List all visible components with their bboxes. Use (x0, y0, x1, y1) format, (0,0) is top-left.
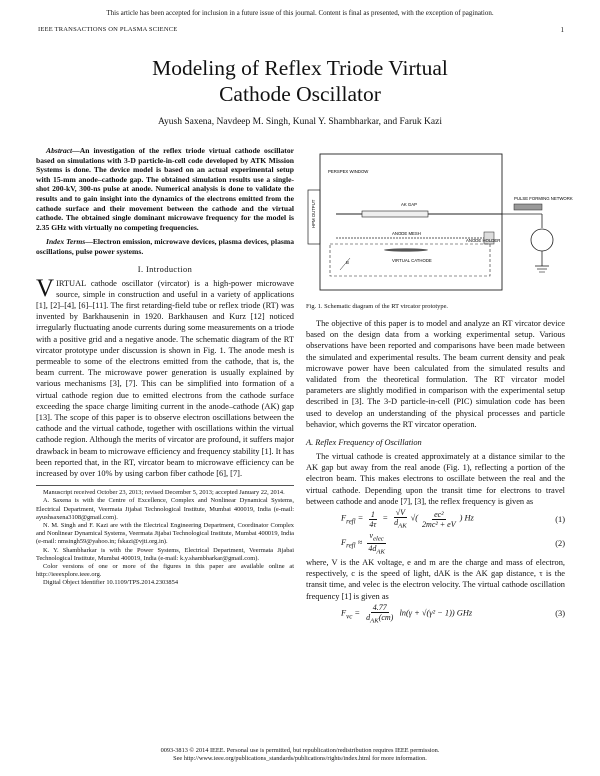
abstract-text: An investigation of the reflex triode virtual cathode oscillator based on simulations with 3-D particle-in-cell code developed by ATK Mission Systems is done. The device model is based on an actual experimental setup with 15-mm anode–cathode gap. The obtained simulation results use a single-shot 200-kV, 300-ns pulse at anode. Numerical analysis is done to validate the results and to gain insight into the dynamics of the electrons emitted from the cathode surface and their movement between the cathode and the virtual cathode. The obtained single dominant microwave frequency for the model is 2.35 GHz with virtually no competing frequencies. (36, 146, 294, 232)
footnote: Color versions of one or more of the figures in this paper are available online at http://ieeexplore.ieee.org. (36, 563, 294, 579)
abstract-label: Abstract (46, 146, 73, 155)
b-label: B (346, 260, 349, 265)
chamber-outline (320, 154, 502, 290)
rights-link-line: See http://www.ieee.org/publications_standards/publications/rights/index.html for more information. (173, 755, 427, 762)
variables-paragraph: where, V is the AK voltage, e and m are the charge and mass of electron, respectively, c is the speed of light, dAK is the AK gap distance, τ is the transit time, and velec is the electron velocity. The virtual cathode oscillation frequency [1] is given as (306, 558, 565, 601)
figure-caption: Fig. 1. Schematic diagram of the RT vircator prototype. (306, 303, 449, 310)
footnote: K. Y. Shambharkar is with the Power Systems, Electrical Department, Veermata Jijabai Technological Institute, Mumbai 400019, India (e-mail: k.y.shambharkar@gmail.com). (36, 546, 294, 562)
virtual-cathode-marker (384, 248, 428, 251)
vircator-schematic-figure (306, 146, 573, 296)
page-number: 1 (560, 26, 564, 34)
index-terms: Index Terms—Electron emission, microwave devices, plasma devices, plasma oscillations, pulse power systems. (36, 237, 294, 256)
equation-2: $F_{refl}$ ≈ $\frac{v_{elec}}{4d_{AK}}$ (2) (341, 530, 565, 556)
footnote: Manuscript received October 23, 2013; revised December 5, 2013; accepted January 22, 2014. (43, 489, 285, 497)
footnote: N. M. Singh and F. Kazi are with the Electrical Engineering Department, Coordinator Complex and Nonlinear Dynamical Systems, Veermata Jijabai Technological Institute, Mumbai 400019, India (e-mail: nmsingh59@yahoo.in; fskazi@vjti.org.in). (36, 522, 294, 546)
copyright-line: 0093-3813 © 2014 IEEE. Personal use is permitted, but republication/redistribution requires IEEE permission. (160, 747, 440, 754)
virtual-cathode-label: VIRTUAL CATHODE (392, 258, 432, 263)
index-terms-text: Electron emission, microwave devices, plasma devices, plasma oscillations, pulse power systems. (36, 237, 294, 256)
equation-3-number: (3) (555, 609, 565, 619)
subsection-heading: A. Reflex Frequency of Oscillation (306, 438, 422, 448)
pfn-block (514, 204, 542, 210)
acceptance-notice: This article has been accepted for inclusion in a future issue of this journal. Content is final as presented, with the exception of pagination. (106, 9, 494, 17)
footnote: Digital Object Identifier 10.1109/TPS.2014.2303854 (43, 579, 179, 587)
right-column (306, 146, 573, 626)
pfn-label: PULSE FORMING NETWORK (514, 196, 573, 201)
perspex-window-label: PERSPEX WINDOW (328, 169, 369, 174)
equation-2-number: (2) (555, 538, 565, 548)
equation-1-number: (1) (555, 514, 565, 524)
equation-3: $F_{vc}$ = $\frac{4.77}{d_{AK}(cm)}$ ln(γ + √(γ² − 1)) GHz (3) (341, 603, 565, 625)
copyright-footer (0, 747, 600, 763)
objective-paragraph: The objective of this paper is to model and analyze an RT vircator device based on the design data from a working experimental setup. Various observations have been reported and comparisons have been made between the simulated and experimental results. The beam current density and peak microwave power have been calculated from the simulated results and validated from the theoretical formulation. The RT vircator model parameters are slightly modified in comparison with the experimental setup described in [3]. The 3-D particle-in-cell (PIC) simulation code has been used to develop an understanding of the physical processes and particle behavior, which governs the RT vircator operation. (306, 319, 565, 429)
author-list: Ayush Saxena, Navdeep M. Singh, Kunal Y. Shambharkar, and Faruk Kazi (158, 117, 442, 127)
index-terms-label: Index Terms (46, 237, 86, 247)
intro-paragraph (36, 274, 294, 480)
drop-cap: V (36, 274, 55, 302)
section-heading-introduction: I. Introduction (137, 264, 193, 274)
power-source-icon (531, 229, 553, 251)
footnote: A. Saxena is with the Centre of Excellence, Complex and Nonlinear Dynamical Systems, Electrical Department, Veermata Jijabai Technological Institute, Mumbai 400019, India (e-mail: ayushsaxena3108@gmail.com). (36, 497, 294, 521)
intro-text: IRTUAL cathode oscillator (vircator) is a high-power microwave source, simple in construction and useful in a variety of applications [1], [2]–[4], [6]–[11]. The first retarding-field tube or reflex triode (RT) was invented by Barkhausenin in 1920. Barkhausen and Kurz [12] noticed irregularly fluctuating anode currents during some measurements on a triode with a positive grid and a negative anode. The schematic diagram of the RT vircator prototype under discussion is shown in Fig. 1. The anode mesh is permeable to some of the electrons emitted from the cathode, that is, the beam current. The microwave power generation is usually explained by various mechanisms [3], [7]. This can be simplified into formation of a virtual cathode region due to emitted electrons from the cathode surface exceeding the space charge limiting current in the anode–cathode (AK) gap [13]. The scope of this paper is to observe electron oscillations between the cathode and the virtual cathode, together with oscillations within the virtual cathode region. Although the merits of vircator are profound, it suffers major drawback in beam to microwave efficiency and frequency stability [1]. It has been reported that, in the RT, vircator beam to microwave efficiency can be increased by over 10% by using carbon fiber cathode [6], [7]. (36, 278, 294, 478)
left-column (36, 146, 294, 588)
title-line-2: Cathode Oscillator (219, 82, 381, 106)
ak-gap-label: AK GAP (401, 202, 417, 207)
equation-1: $F_{refl}$ = $\frac{1}{4\tau}$ = $\frac{√V}{d_{AK}}$ √( $\frac{\text{ec²}}{\text{2mc² + eV}}$ ) Hz (1) (341, 508, 565, 530)
reflex-frequency-paragraph: The virtual cathode is created approximately at a distance similar to the AK gap but away from the real anode (Fig. 1), reflecting a portion of the electron beam. This makes electrons to oscillate between the real and the virtual cathode. Depending upon the transit time for electrons to travel between cathode and anode [7], [3], the reflex frequency is given as (306, 452, 565, 506)
paper-title (0, 55, 600, 107)
footnotes (36, 485, 294, 587)
anode-holder-label: ANODE HOLDER (466, 238, 501, 243)
journal-name: IEEE TRANSACTIONS ON PLASMA SCIENCE (38, 26, 178, 33)
abstract: Abstract—An investigation of the reflex triode virtual cathode oscillator based on simulations with 3-D particle-in-cell code developed by ATK Mission Systems is done. The device model is based on an actual experimental setup with 15-mm anode–cathode gap. The obtained simulation results use a single-shot 200-kV, 300-ns pulse at anode. Numerical analysis is done to validate the results and to gain insight into the dynamics of the electrons emitted from the cathode surface and their movement between the cathode and the virtual cathode. The obtained single dominant microwave frequency for the model is 2.35 GHz with virtually no competing frequencies. (36, 146, 294, 232)
title-line-1: Modeling of Reflex Triode Virtual (152, 56, 448, 80)
anode-mesh-label: ANODE MESH (392, 231, 421, 236)
cathode (362, 211, 428, 217)
hpm-output-label: HPM OUTPUT (311, 199, 316, 228)
